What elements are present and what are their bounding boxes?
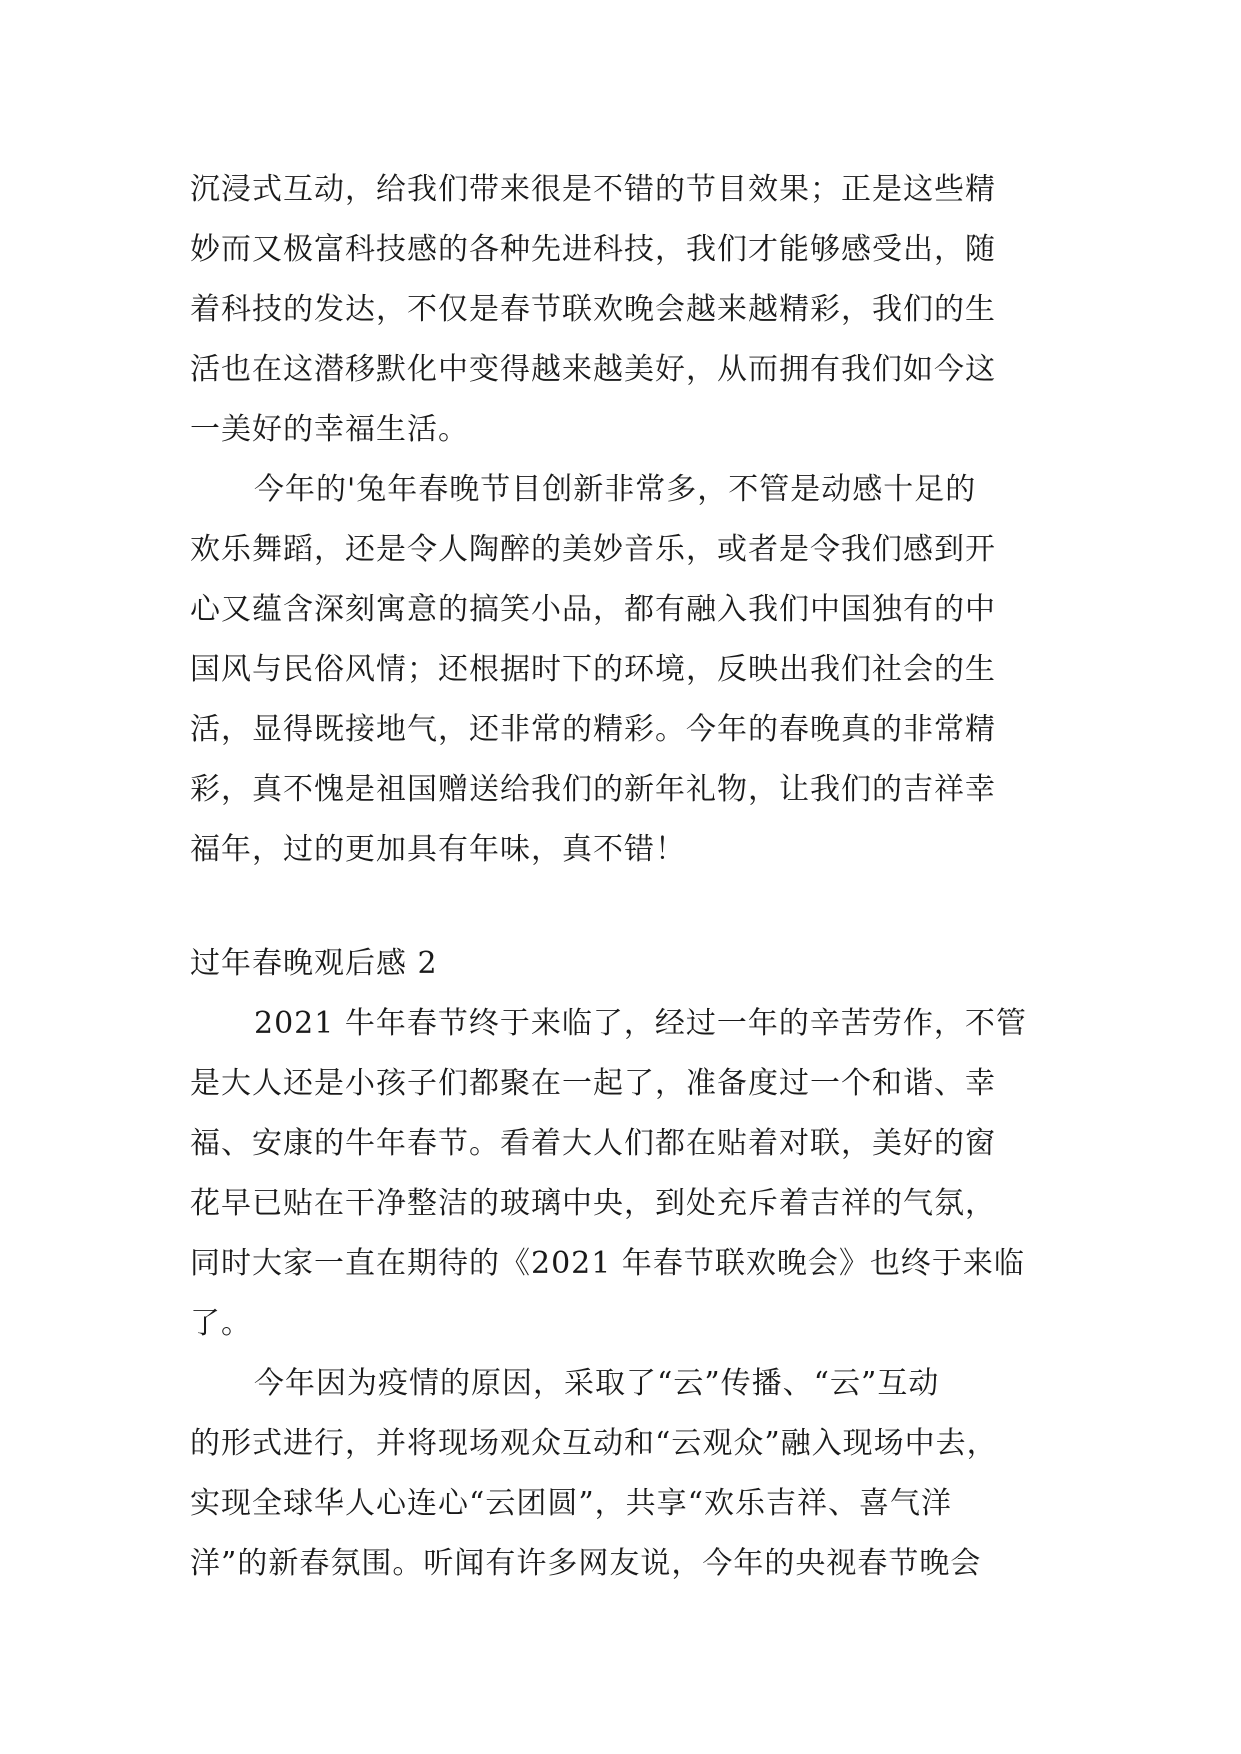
text-line: 活，显得既接地气，还非常的精彩。今年的春晚真的非常精 xyxy=(190,712,996,747)
text-line: 活也在这潜移默化中变得越来越美好，从而拥有我们如今这 xyxy=(190,352,996,387)
text-line: 妙而又极富科技感的各种先进科技，我们才能够感受出，随 xyxy=(190,232,996,267)
text-line: 今年因为疫情的原因，采取了“云”传播、“云”互动 xyxy=(254,1366,940,1401)
text-line: 着科技的发达，不仅是春节联欢晚会越来越精彩，我们的生 xyxy=(190,292,996,327)
text-line: 同时大家一直在期待的《2021 年春节联欢晚会》也终于来临 xyxy=(190,1246,1025,1281)
document-body xyxy=(190,160,1050,1594)
text-line: 洋”的新春氛围。听闻有许多网友说，今年的央视春节晚会 xyxy=(190,1546,982,1581)
text-line: 一美好的幸福生活。 xyxy=(190,412,469,447)
text-line: 实现全球华人心连心“云团圆”，共享“欢乐吉祥、喜气洋 xyxy=(190,1486,953,1521)
text-line: 心又蕴含深刻寓意的搞笑小品，都有融入我们中国独有的中 xyxy=(190,592,996,627)
text-line: 是大人还是小孩子们都聚在一起了，准备度过一个和谐、幸 xyxy=(190,1066,996,1101)
text-line: 的形式进行，并将现场观众互动和“云观众”融入现场中去， xyxy=(190,1426,998,1461)
text-line: 福、安康的牛年春节。看着大人们都在贴着对联，美好的窗 xyxy=(190,1126,996,1161)
text-line: 沉浸式互动，给我们带来很是不错的节目效果；正是这些精 xyxy=(190,172,996,207)
text-line: 了。 xyxy=(190,1306,252,1341)
paragraph xyxy=(190,160,1050,460)
text-line: 2021 牛年春节终于来临了，经过一年的辛苦劳作，不管 xyxy=(254,1006,1027,1041)
text-line: 花早已贴在干净整洁的玻璃中央，到处充斥着吉祥的气氛， xyxy=(190,1186,996,1221)
text-line: 欢乐舞蹈，还是令人陶醉的美妙音乐，或者是令我们感到开 xyxy=(190,532,996,567)
text-line: 彩，真不愧是祖国赠送给我们的新年礼物，让我们的吉祥幸 xyxy=(190,772,996,807)
text-line: 福年，过的更加具有年味，真不错！ xyxy=(190,832,686,867)
text-line: 今年的'兔年春晚节目创新非常多，不管是动感十足的 xyxy=(254,472,977,507)
text-line: 国风与民俗风情；还根据时下的环境，反映出我们社会的生 xyxy=(190,652,996,687)
section-spacer xyxy=(190,880,1050,934)
paragraph xyxy=(190,994,1050,1354)
section-title: 过年春晚观后感 2 xyxy=(190,946,438,981)
paragraph xyxy=(190,460,1050,880)
paragraph xyxy=(190,1354,1050,1594)
